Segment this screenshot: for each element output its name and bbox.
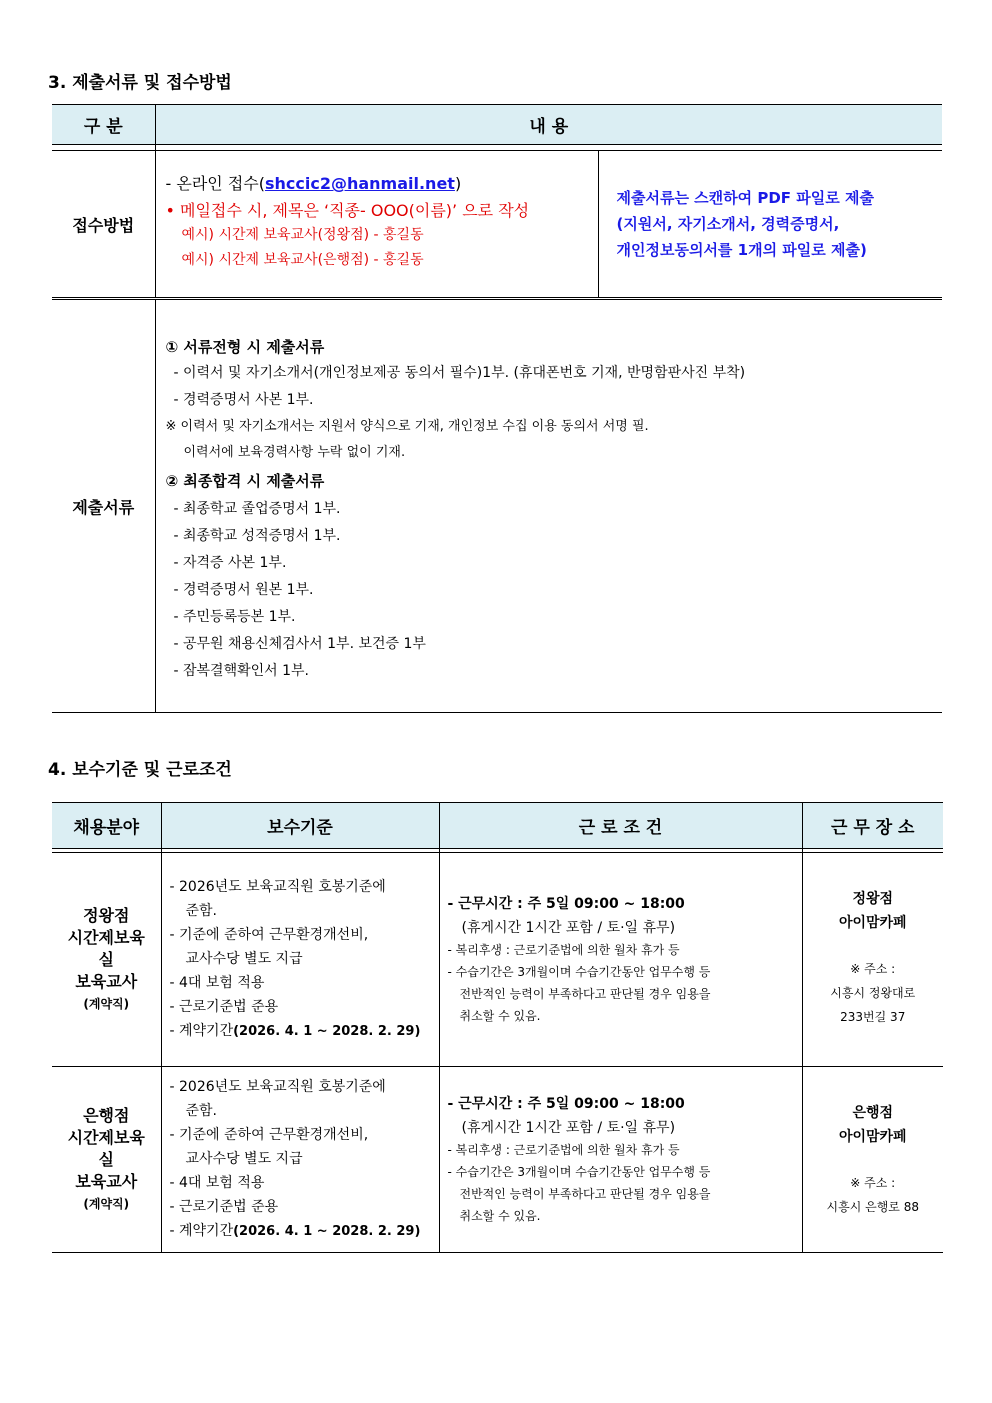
docs-note-1: ※ 이력서 및 자기소개서는 지원서 양식으로 기재, 개인정보 수집 이용 동의서 서명 필. [165,419,649,434]
online-line: - 온라인 접수(shccic2@hanmail.net) [165,174,462,193]
list-item: - 잠복결핵확인서 1부. [173,663,310,679]
docs-heading-2: ② 최종합격 시 제출서류 [165,472,325,490]
docs-line-1: - 이력서 및 자기소개서(개인정보제공 동의서 필수)1부. (휴대폰번호 기재, 반명함판사진 부착) [173,365,746,381]
note-line-1: 제출서류는 스캔하여 PDF 파일로 제출 [616,189,874,207]
list-item: - 최종학교 졸업증명서 1부. [173,501,341,517]
docs-content [155,299,942,713]
field-cell: 정왕점 시간제보육 실 보육교사 (계약직) [52,853,161,1067]
list-item: - 경력증명서 원본 1부. [173,582,314,598]
method-note [598,151,942,299]
documents-table [52,104,942,713]
header-conditions: 근 로 조 건 [439,803,802,849]
pay-cell: - 2026년도 보육교직원 호봉기준에 준함. - 기준에 준하여 근무환경개선비, 교사수당 별도 지급 - 4대 보험 적용 - 근로기준법 준용 - 계약기간(2026. 4. 1 ~ 2028. 2. 29) [161,1067,439,1253]
mail-subject-line: • 메일접수 시, 제목은 ‘직종- OOO(이름)’ 으로 작성 [165,201,530,220]
list-item: - 주민등록등본 1부. [173,609,296,625]
docs-heading-1: ① 서류전형 시 제출서류 [165,338,325,356]
header-category: 구 분 [52,105,155,145]
conditions-table [52,802,943,1253]
field-cell: 은행점 시간제보육 실 보육교사 (계약직) [52,1067,161,1253]
header-pay: 보수기준 [161,803,439,849]
docs-note-2: 이력서에 보육경력사항 누락 없이 기재. [183,445,406,460]
place-cell: 은행점 아이맘카페 ※ 주소 : 시흥시 은행로 88 [802,1067,943,1253]
example-line-1: 예시) 시간제 보육교사(정왕점) - 홍길동 [181,227,424,243]
section3-title: 3. 제출서류 및 접수방법 [48,73,232,93]
header-content: 내 용 [155,105,942,145]
header-place: 근 무 장 소 [802,803,943,849]
header-field: 채용분야 [52,803,161,849]
list-item: - 자격증 사본 1부. [173,555,287,571]
conditions-cell: - 근무시간 : 주 5일 09:00 ~ 18:00 (휴게시간 1시간 포함 / 토·일 휴무) - 복리후생 : 근로기준법에 의한 월차 휴가 등 - 수습기간은 3개월이며 수습기간동안 업무수행 등 전반적인 능력이 부족하다고 판단될 경우 임용을 취소할 수 있음. [439,1067,802,1253]
place-cell: 정왕점 아이맘카페 ※ 주소 : 시흥시 정왕대로 233번길 37 [802,853,943,1067]
table-row [52,1067,943,1253]
table-row [52,853,943,1067]
example-line-2: 예시) 시간제 보육교사(은행점) - 홍길동 [181,252,424,268]
conditions-cell: - 근무시간 : 주 5일 09:00 ~ 18:00 (휴게시간 1시간 포함 / 토·일 휴무) - 복리후생 : 근로기준법에 의한 월차 휴가 등 - 수습기간은 3개월이며 수습기간동안 업무수행 등 전반적인 능력이 부족하다고 판단될 경우 임용을 취소할 수 있음. [439,853,802,1067]
method-content [155,151,598,299]
note-line-2: (지원서, 자기소개서, 경력증명서, [616,215,840,233]
docs-line-2: - 경력증명서 사본 1부. [173,392,314,408]
note-line-3: 개인정보동의서를 1개의 파일로 제출) [616,241,867,259]
method-label: 접수방법 [52,151,155,299]
list-item: - 최종학교 성적증명서 1부. [173,528,341,544]
list-item: - 공무원 채용신체검사서 1부. 보건증 1부 [173,636,426,652]
pay-cell: - 2026년도 보육교직원 호봉기준에 준함. - 기준에 준하여 근무환경개선비, 교사수당 별도 지급 - 4대 보험 적용 - 근로기준법 준용 - 계약기간(2026. 4. 1 ~ 2028. 2. 29) [161,853,439,1067]
section4-title: 4. 보수기준 및 근로조건 [48,760,232,780]
docs-label: 제출서류 [52,299,155,713]
email-link[interactable]: shccic2@hanmail.net [264,174,455,193]
